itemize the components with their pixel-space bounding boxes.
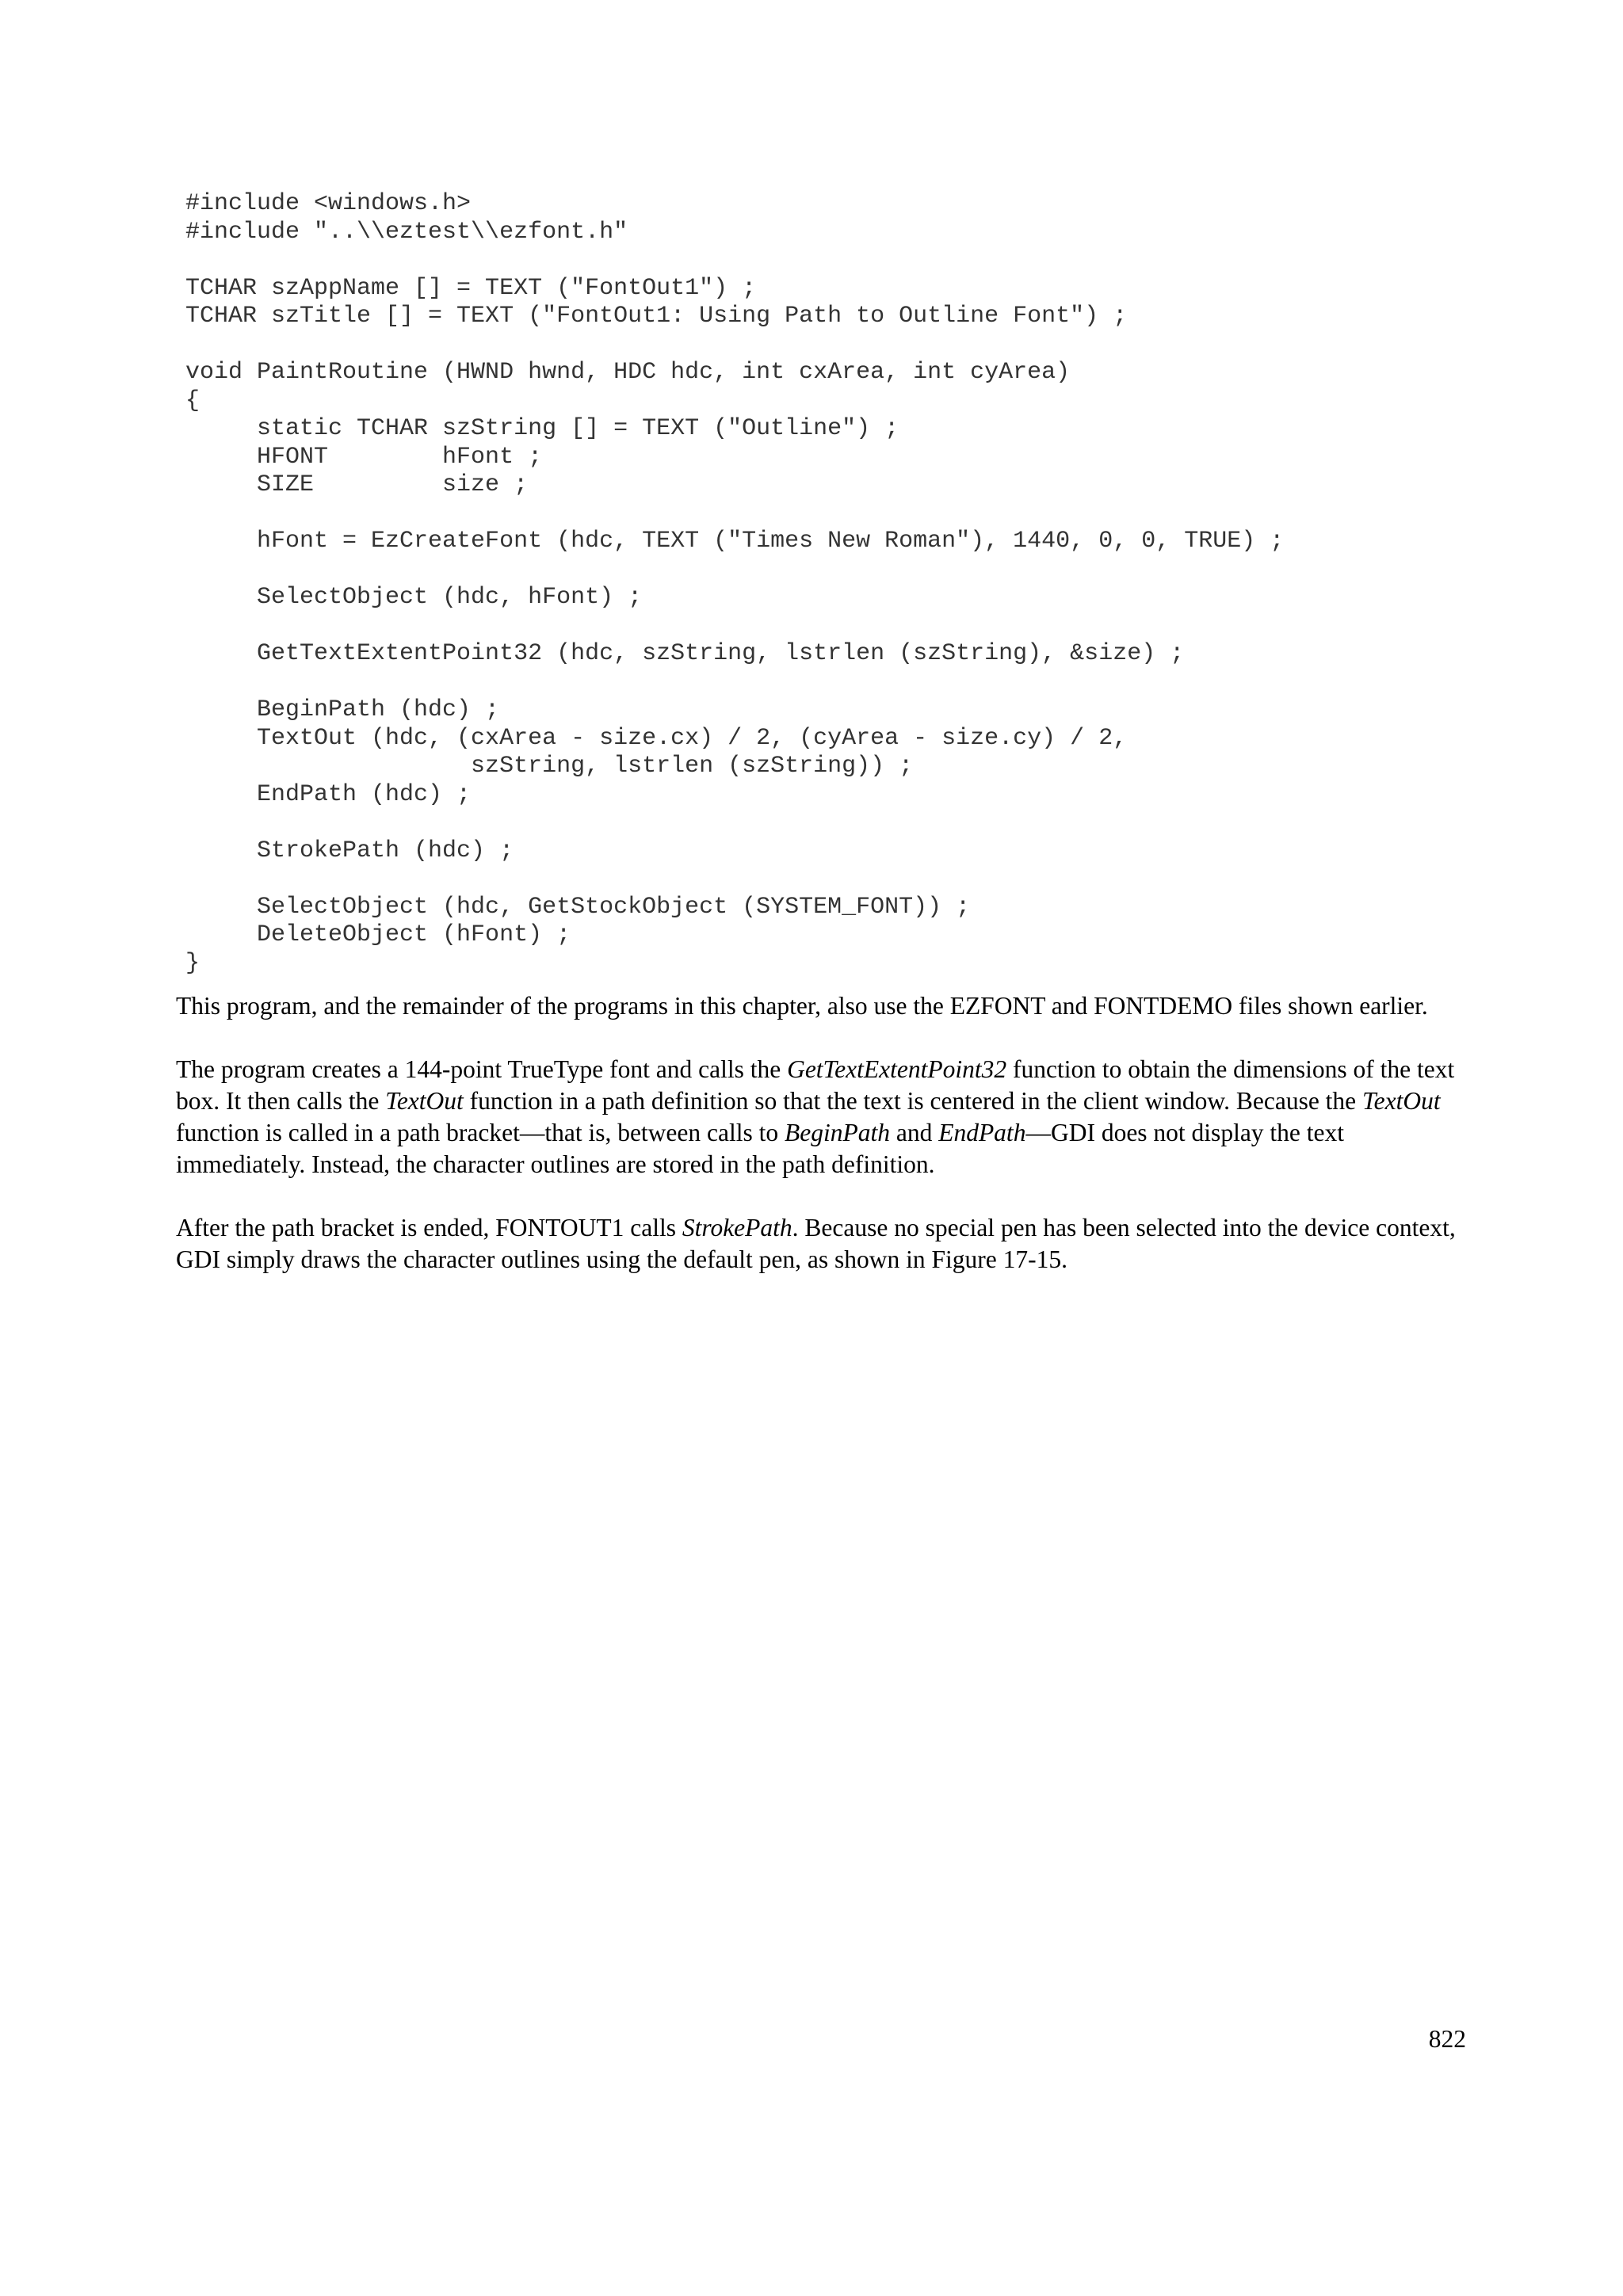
paragraph-explanation: The program creates a 144-point TrueType font and calls the GetTextExtentPoint32 function to obtain the dimensions of the text box. It then calls the TextOut function in a path definition so that the text is centered in the client window. Because the TextOut function is called in a path bracket—that is, between calls to BeginPath and EndPath—GDI does not display the text immediately. Instead, the character outlines are stored in the path definition.	[176, 1055, 1455, 1178]
code-listing	[185, 190, 1284, 978]
code-line: SIZE size ;	[185, 471, 529, 498]
function-name: EndPath	[938, 1119, 1026, 1146]
paragraph-intro: This program, and the remainder of the programs in this chapter, also use the EZFONT and FONTDEMO files shown earlier.	[176, 992, 1428, 1020]
code-line: void PaintRoutine (HWND hwnd, HDC hdc, int cxArea, int cyArea)	[185, 359, 1071, 386]
code-line: {	[185, 387, 200, 414]
function-name: GetTextExtentPoint32	[787, 1055, 1007, 1083]
code-line: BeginPath (hdc) ;	[185, 696, 500, 723]
code-line: #include <windows.h>	[185, 190, 472, 217]
code-line: SelectObject (hdc, GetStockObject (SYSTEM_FONT)) ;	[185, 893, 971, 921]
function-name: TextOut	[385, 1087, 464, 1115]
page-number: 822	[1428, 2025, 1466, 2053]
code-line: HFONT hFont ;	[185, 443, 543, 471]
function-name: BeginPath	[785, 1119, 890, 1146]
code-line: EndPath (hdc) ;	[185, 780, 472, 808]
code-line: GetTextExtentPoint32 (hdc, szString, lstrlen (szString), &size) ;	[185, 640, 1185, 667]
code-line: StrokePath (hdc) ;	[185, 837, 514, 864]
code-line: TCHAR szAppName [] = TEXT ("FontOut1") ;	[185, 274, 757, 302]
function-name: TextOut	[1362, 1087, 1441, 1115]
code-line: TextOut (hdc, (cxArea - size.cx) / 2, (cyArea - size.cy) / 2,	[185, 724, 1128, 752]
code-line: TCHAR szTitle [] = TEXT ("FontOut1: Using Path to Outline Font") ;	[185, 303, 1128, 330]
code-line: #include "..\\eztest\\ezfont.h"	[185, 218, 628, 246]
code-line: szString, lstrlen (szString)) ;	[185, 753, 914, 780]
function-name: StrokePath	[682, 1214, 792, 1241]
code-line: }	[185, 949, 200, 977]
code-line: SelectObject (hdc, hFont) ;	[185, 584, 643, 611]
code-line: static TCHAR szString [] = TEXT ("Outline") ;	[185, 415, 899, 442]
paragraph-strokepath: After the path bracket is ended, FONTOUT1 calls StrokePath. Because no special pen has been selected into the device context, GDI simply draws the character outlines using the default pen, as shown in Figure 17-15.	[176, 1214, 1456, 1273]
code-line: DeleteObject (hFont) ;	[185, 921, 571, 948]
code-line: hFont = EzCreateFont (hdc, TEXT ("Times New Roman"), 1440, 0, 0, TRUE) ;	[185, 528, 1285, 555]
body-text	[176, 990, 1476, 1307]
